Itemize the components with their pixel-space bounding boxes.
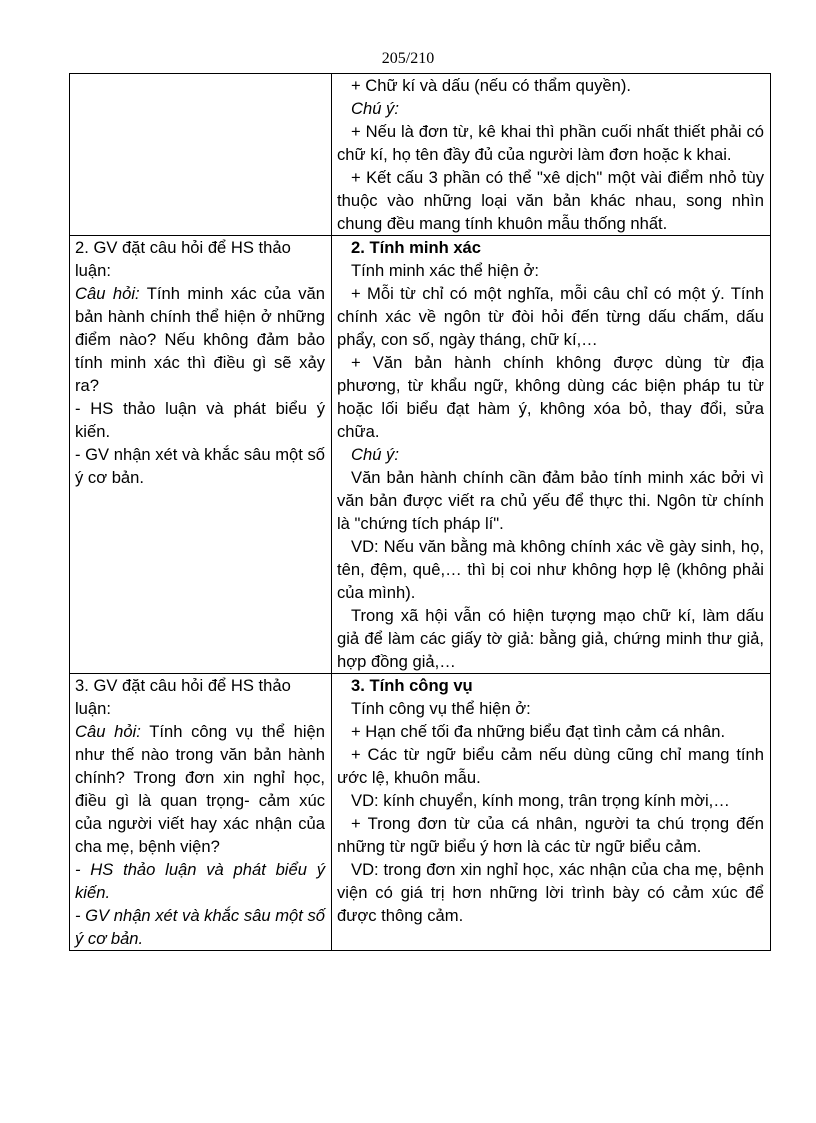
paragraph: - HS thảo luận và phát biểu ý kiến. bbox=[75, 399, 325, 441]
paragraph: - GV nhận xét và khắc sâu một số ý cơ bản. bbox=[75, 906, 325, 948]
activity-cell bbox=[70, 674, 332, 951]
paragraph: Chú ý: bbox=[351, 445, 399, 464]
activity-cell bbox=[70, 74, 332, 236]
paragraph: Văn bản hành chính cần đảm bảo tính minh xác bởi vì văn bản được viết ra chủ yếu để thực thi. Ngôn từ chính là "chứng tích pháp lí". bbox=[337, 468, 764, 533]
paragraph: 2. Tính minh xác bbox=[351, 238, 482, 257]
paragraph: Tính minh xác thể hiện ở: bbox=[351, 261, 539, 280]
paragraph: + Kết cấu 3 phần có thể "xê dịch" một vài điểm nhỏ tùy thuộc vào những loại văn bản khác nhau, song nhìn chung đều mang tính khuôn mẫu thống nhất. bbox=[337, 168, 764, 233]
paragraph: 3. GV đặt câu hỏi để HS thảo luận: bbox=[75, 676, 291, 718]
content-cell bbox=[332, 674, 771, 951]
paragraph: + Văn bản hành chính không được dùng từ địa phương, từ khẩu ngữ, không dùng các biện pháp tu từ hoặc lối biểu đạt hàm ý, không xóa bỏ, thay đổi, sửa chữa. bbox=[337, 353, 764, 441]
paragraph bbox=[75, 720, 325, 858]
table-row bbox=[70, 74, 771, 236]
question-text: Tính minh xác của văn bản hành chính thể hiện ở những điểm nào? Nếu không đảm bảo tính minh xác thì điều gì sẽ xảy ra? bbox=[75, 284, 325, 395]
question-text: Tính công vụ thể hiện như thế nào trong văn bản hành chính? Trong đơn xin nghỉ học, điều gì là quan trọng- cảm xúc của người viết hay xác nhận của cha mẹ, bệnh viện? bbox=[75, 722, 325, 856]
paragraph: VD: trong đơn xin nghỉ học, xác nhận của cha mẹ, bệnh viện có giá trị hơn những lời trình bày có cảm xúc để được thông cảm. bbox=[337, 860, 764, 925]
activity-cell bbox=[70, 236, 332, 674]
paragraph: + Trong đơn từ của cá nhân, người ta chú trọng đến những từ ngữ biểu ý hơn là các từ ngữ biểu cảm. bbox=[337, 814, 764, 856]
paragraph: + Mỗi từ chỉ có một nghĩa, mỗi câu chỉ có một ý. Tính chính xác về ngôn từ đòi hỏi đến từng dấu chấm, dấu phẩy, con số, ngày tháng, chữ kí,… bbox=[337, 284, 764, 349]
paragraph: VD: kính chuyển, kính mong, trân trọng kính mời,… bbox=[351, 791, 730, 810]
paragraph: + Các từ ngữ biểu cảm nếu dùng cũng chỉ mang tính ước lệ, khuôn mẫu. bbox=[337, 745, 764, 787]
page-number: 205/210 bbox=[381, 50, 435, 67]
paragraph: + Nếu là đơn từ, kê khai thì phần cuối nhất thiết phải có chữ kí, họ tên đầy đủ của người làm đơn hoặc k khai. bbox=[337, 122, 764, 164]
paragraph: - HS thảo luận và phát biểu ý kiến. bbox=[75, 860, 325, 902]
paragraph: - GV nhận xét và khắc sâu một số ý cơ bản. bbox=[75, 445, 325, 487]
paragraph: 2. GV đặt câu hỏi để HS thảo luận: bbox=[75, 238, 291, 280]
content-cell bbox=[332, 236, 771, 674]
paragraph: + Chữ kí và dấu (nếu có thẩm quyền). bbox=[351, 76, 631, 95]
table-row bbox=[70, 674, 771, 951]
paragraph: Tính công vụ thể hiện ở: bbox=[351, 699, 531, 718]
question-label: Câu hỏi: bbox=[75, 284, 140, 303]
question-label: Câu hỏi: bbox=[75, 722, 141, 741]
paragraph bbox=[75, 282, 325, 397]
paragraph: + Hạn chế tối đa những biểu đạt tình cảm cá nhân. bbox=[351, 722, 726, 741]
lesson-table bbox=[69, 73, 771, 951]
paragraph: VD: Nếu văn bằng mà không chính xác về gày sinh, họ, tên, đệm, quê,… thì bị coi như không hợp lệ (không phải của mình). bbox=[337, 537, 764, 602]
table-row bbox=[70, 236, 771, 674]
paragraph: 3. Tính công vụ bbox=[351, 676, 473, 695]
content-cell bbox=[332, 74, 771, 236]
paragraph: Chú ý: bbox=[351, 99, 399, 118]
paragraph: Trong xã hội vẫn có hiện tượng mạo chữ kí, làm dấu giả để làm các giấy tờ giả: bằng giả, chứng minh thư giả, hợp đồng giả,… bbox=[337, 606, 764, 671]
